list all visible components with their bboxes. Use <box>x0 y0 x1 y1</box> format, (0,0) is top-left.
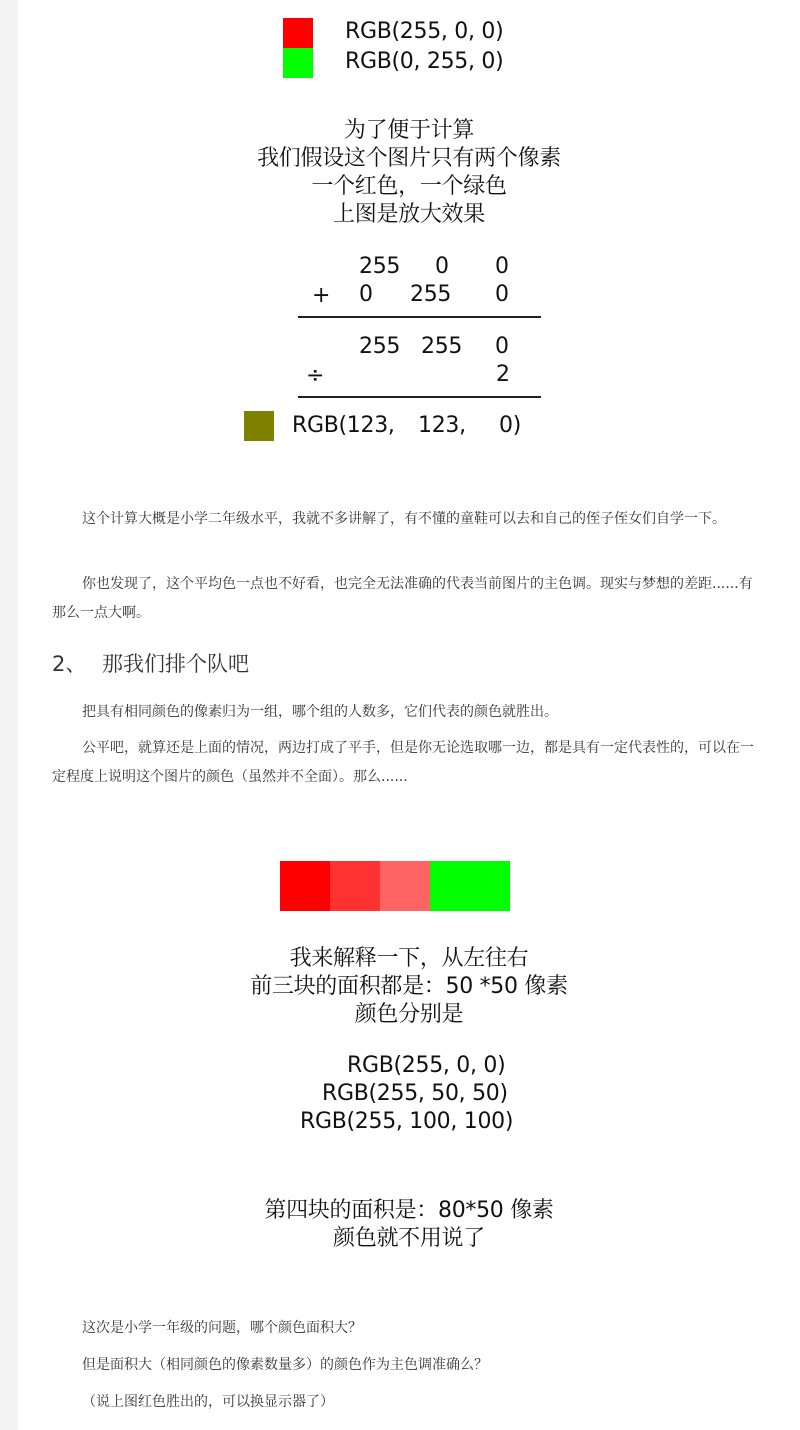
calc-sum-g: 255 <box>421 334 463 359</box>
fourth-line-2: 颜色就不用说了 <box>333 1226 485 1251</box>
section-number: 2、 <box>52 652 87 676</box>
paragraph-2: 你也发现了，这个平均色一点也不好看，也完全无法准确的代表当前图片的主色调。现实与梦想的差距......有那么一点大啊。 <box>52 576 753 621</box>
intro-line-1: 为了便于计算 <box>343 118 475 143</box>
section-paragraph-1: 把具有相同颜色的像素归为一组，哪个组的人数多，它们代表的颜色就胜出。 <box>82 704 558 720</box>
section-title: 那我们排个队吧 <box>102 652 249 676</box>
result-rgb-b: 0) <box>499 413 521 438</box>
section-paragraph-2: 公平吧，就算还是上面的情况，两边打成了平手，但是你无论选取哪一边，都是具有一定代表性的，可以在一定程度上说明这个图片的颜色（虽然并不全面）。那么...... <box>52 740 754 785</box>
calc-divisor: 2 <box>496 362 510 387</box>
calc-row2-b: 0 <box>495 282 509 307</box>
calc-row1-r: 255 <box>359 254 401 279</box>
divide-sign: ÷ <box>306 363 325 388</box>
intro-line-4: 上图是放大效果 <box>333 202 485 227</box>
green-rgb-label: RGB(0, 255, 0) <box>345 49 504 74</box>
divide-line <box>298 396 541 398</box>
color-block-green <box>430 861 510 911</box>
sum-line <box>298 316 541 318</box>
red-rgb-label: RGB(255, 0, 0) <box>345 19 504 44</box>
explain-line-3: 颜色分别是 <box>354 1002 464 1027</box>
calc-row2-r: 0 <box>359 282 373 307</box>
calc-row1-b: 0 <box>495 254 509 279</box>
explain-line-2: 前三块的面积都是：50 *50 像素 <box>250 974 568 999</box>
olive-swatch <box>244 411 274 441</box>
intro-line-2: 我们假设这个图片只有两个像素 <box>257 146 561 171</box>
calc-row2-g: 255 <box>410 282 452 307</box>
color-block-red-100 <box>380 861 430 911</box>
red-swatch <box>283 18 313 48</box>
article-page <box>18 0 800 1430</box>
calc-sum-r: 255 <box>359 334 401 359</box>
green-swatch <box>283 48 313 78</box>
fourth-line-1: 第四块的面积是：80*50 像素 <box>264 1198 554 1223</box>
paragraph-1: 这个计算大概是小学二年级水平，我就不多讲解了，有不懂的童鞋可以去和自己的侄子侄女们自学一下。 <box>82 511 726 527</box>
result-rgb-prefix: RGB(123, <box>292 413 395 438</box>
rgb-list-3: RGB(255, 100, 100) <box>300 1109 514 1134</box>
calc-row1-g: 0 <box>435 254 449 279</box>
color-block-red <box>280 861 330 911</box>
calc-sum-b: 0 <box>495 334 509 359</box>
result-rgb-g: 123, <box>418 413 466 438</box>
section-heading <box>52 648 249 678</box>
explain-line-1: 我来解释一下，从左往右 <box>289 946 529 971</box>
color-block-red-50 <box>330 861 380 911</box>
rgb-list-1: RGB(255, 0, 0) <box>347 1053 506 1078</box>
plus-sign: + <box>312 283 331 308</box>
question-1: 这次是小学一年级的问题，哪个颜色面积大？ <box>82 1320 362 1336</box>
rgb-list-2: RGB(255, 50, 50) <box>322 1081 508 1106</box>
intro-line-3: 一个红色，一个绿色 <box>311 174 507 199</box>
question-3: （说上图红色胜出的，可以换显示器了） <box>82 1394 334 1410</box>
question-2: 但是面积大（相同颜色的像素数量多）的颜色作为主色调准确么？ <box>82 1357 488 1373</box>
